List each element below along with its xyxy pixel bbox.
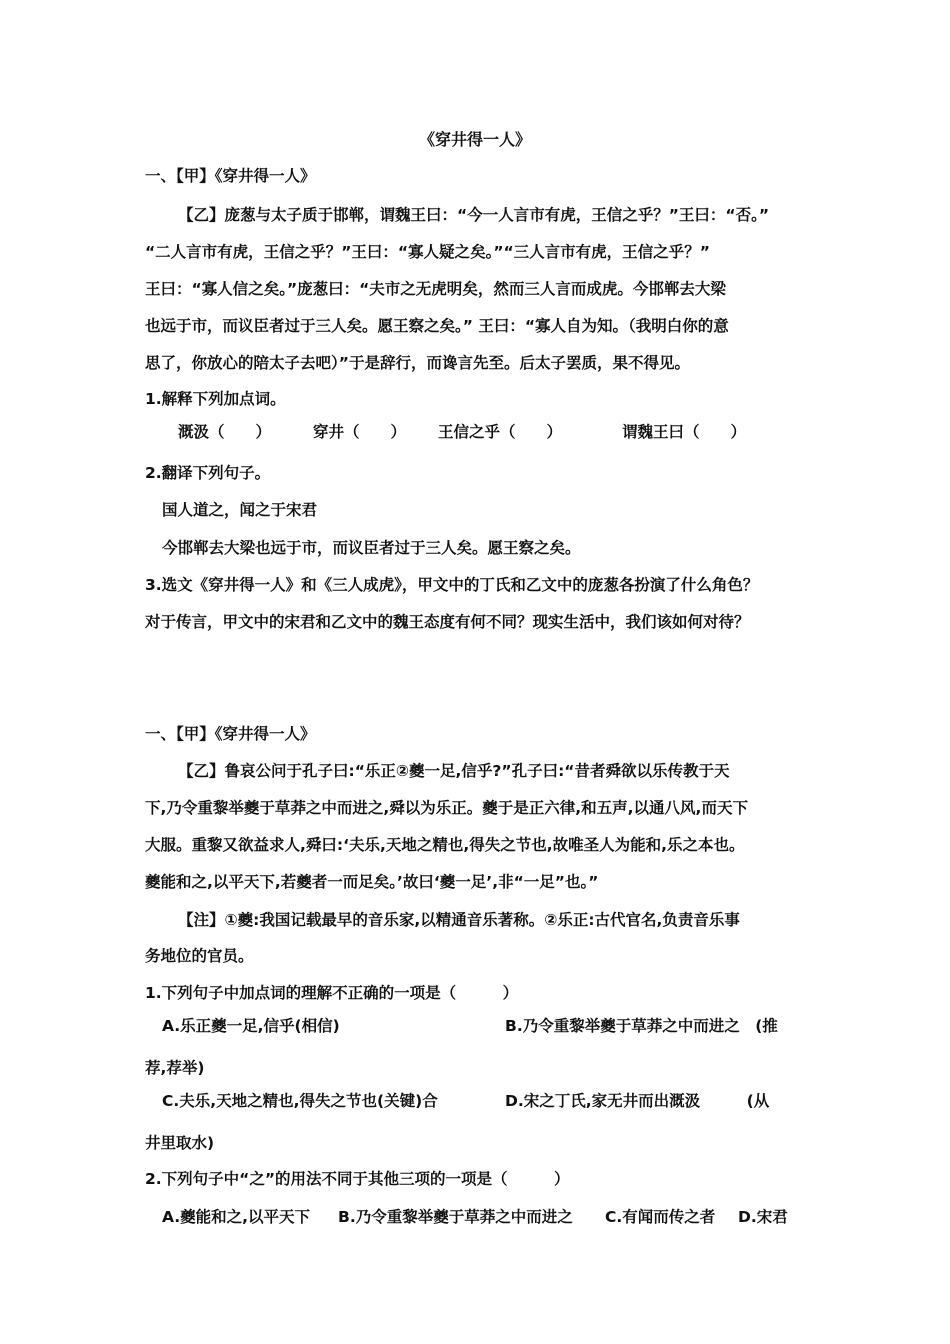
mc-question-2-label: 2.下列句子中“之”的用法不同于其他三项的一项是（ ） — [145, 1170, 570, 1188]
mc-option-d-continued: 井里取水) — [145, 1134, 215, 1152]
passage-line: 【乙】庞葱与太子质于邯郸，谓魏王曰：“今一人言市有虎，王信之乎？”王曰：“否。” — [178, 206, 770, 224]
translate-sentence: 国人道之，闻之于宋君 — [162, 501, 318, 519]
section1-heading: 一、【甲】《穿井得一人》 — [145, 167, 316, 185]
question-1-label: 1.解释下列加点词。 — [145, 390, 286, 408]
mc-option-d: D.宋之丁氏,家无井而出溉汲 (从 — [505, 1092, 770, 1110]
passage-line: 【乙】鲁哀公问于孔子曰:“乐正②夔一足,信乎?”孔子曰:“昔者舜欲以乐传教于天 — [178, 762, 730, 780]
mc-question-1-label: 1.下列句子中加点词的理解不正确的一项是（ ） — [145, 984, 519, 1002]
mc2-option-a: A.夔能和之,以平天下 — [162, 1208, 311, 1226]
word-item: 王信之乎（ ） — [438, 423, 563, 441]
question-2-label: 2.翻译下列句子。 — [145, 464, 271, 482]
word-item: 溉汲（ ） — [178, 423, 272, 441]
word-item: 谓魏王曰（ ） — [622, 423, 747, 441]
passage-line: 下,乃令重黎举夔于草莽之中而进之,舜以为乐正。夔于是正六律,和五声,以通八风,而天下 — [145, 799, 748, 817]
mc-option-a: A.乐正夔一足,信乎(相信) — [162, 1017, 340, 1035]
mc2-option-b: B.乃令重黎举夔于草莽之中而进之 — [338, 1208, 573, 1226]
passage-line: 思了，你放心的陪太子去吧）”于是辞行，而谗言先至。后太子罢质，果不得见。 — [145, 354, 690, 372]
translate-sentence: 今邯郸去大梁也远于市，而议臣者过于三人矣。愿王察之矣。 — [162, 539, 581, 557]
mc2-option-c: C.有闻而传之者 — [605, 1208, 716, 1226]
note-line: 务地位的官员。 — [145, 947, 254, 965]
passage-line: 也远于市，而议臣者过于三人矣。愿王察之矣。” 王曰：“寡人自为知。（我明白你的意 — [145, 317, 729, 335]
page-title: 《穿井得一人》 — [418, 130, 531, 149]
section2-heading: 一、【甲】《穿井得一人》 — [145, 725, 316, 743]
passage-line: “二人言市有虎，王信之乎？”王曰：“寡人疑之矣。”“三人言市有虎，王信之乎？” — [145, 243, 710, 261]
question-3-line: 3.选文《穿井得一人》和《三人成虎》，甲文中的丁氏和乙文中的庞葱各扮演了什么角色？ — [145, 576, 759, 594]
passage-line: 夔能和之,以平天下,若夔者一而足矣。’故曰‘夔一足’,非“一足”也。” — [145, 873, 599, 891]
question-3-line: 对于传言，甲文中的宋君和乙文中的魏王态度有何不同？现实生活中，我们该如何对待？ — [145, 613, 750, 631]
passage-line: 大服。重黎又欲益求人,舜曰:‘夫乐,天地之精也,得失之节也,故唯圣人为能和,乐之本也。 — [145, 836, 745, 854]
mc-option-b-continued: 荐,荐举) — [145, 1059, 205, 1077]
note-line: 【注】①夔:我国记载最早的音乐家,以精通音乐著称。②乐正:古代官名,负责音乐事 — [178, 911, 740, 929]
mc-option-c: C.夫乐,天地之精也,得失之节也(关键)合 — [162, 1092, 438, 1110]
passage-line: 王曰：“寡人信之矣。”庞葱曰：“夫市之无虎明矣，然而三人言而成虎。今邯郸去大梁 — [145, 280, 726, 298]
word-item: 穿井（ ） — [313, 423, 407, 441]
mc2-option-d: D.宋君 — [738, 1208, 788, 1226]
mc-option-b: B.乃令重黎举夔于草莽之中而进之 (推 — [505, 1017, 778, 1035]
